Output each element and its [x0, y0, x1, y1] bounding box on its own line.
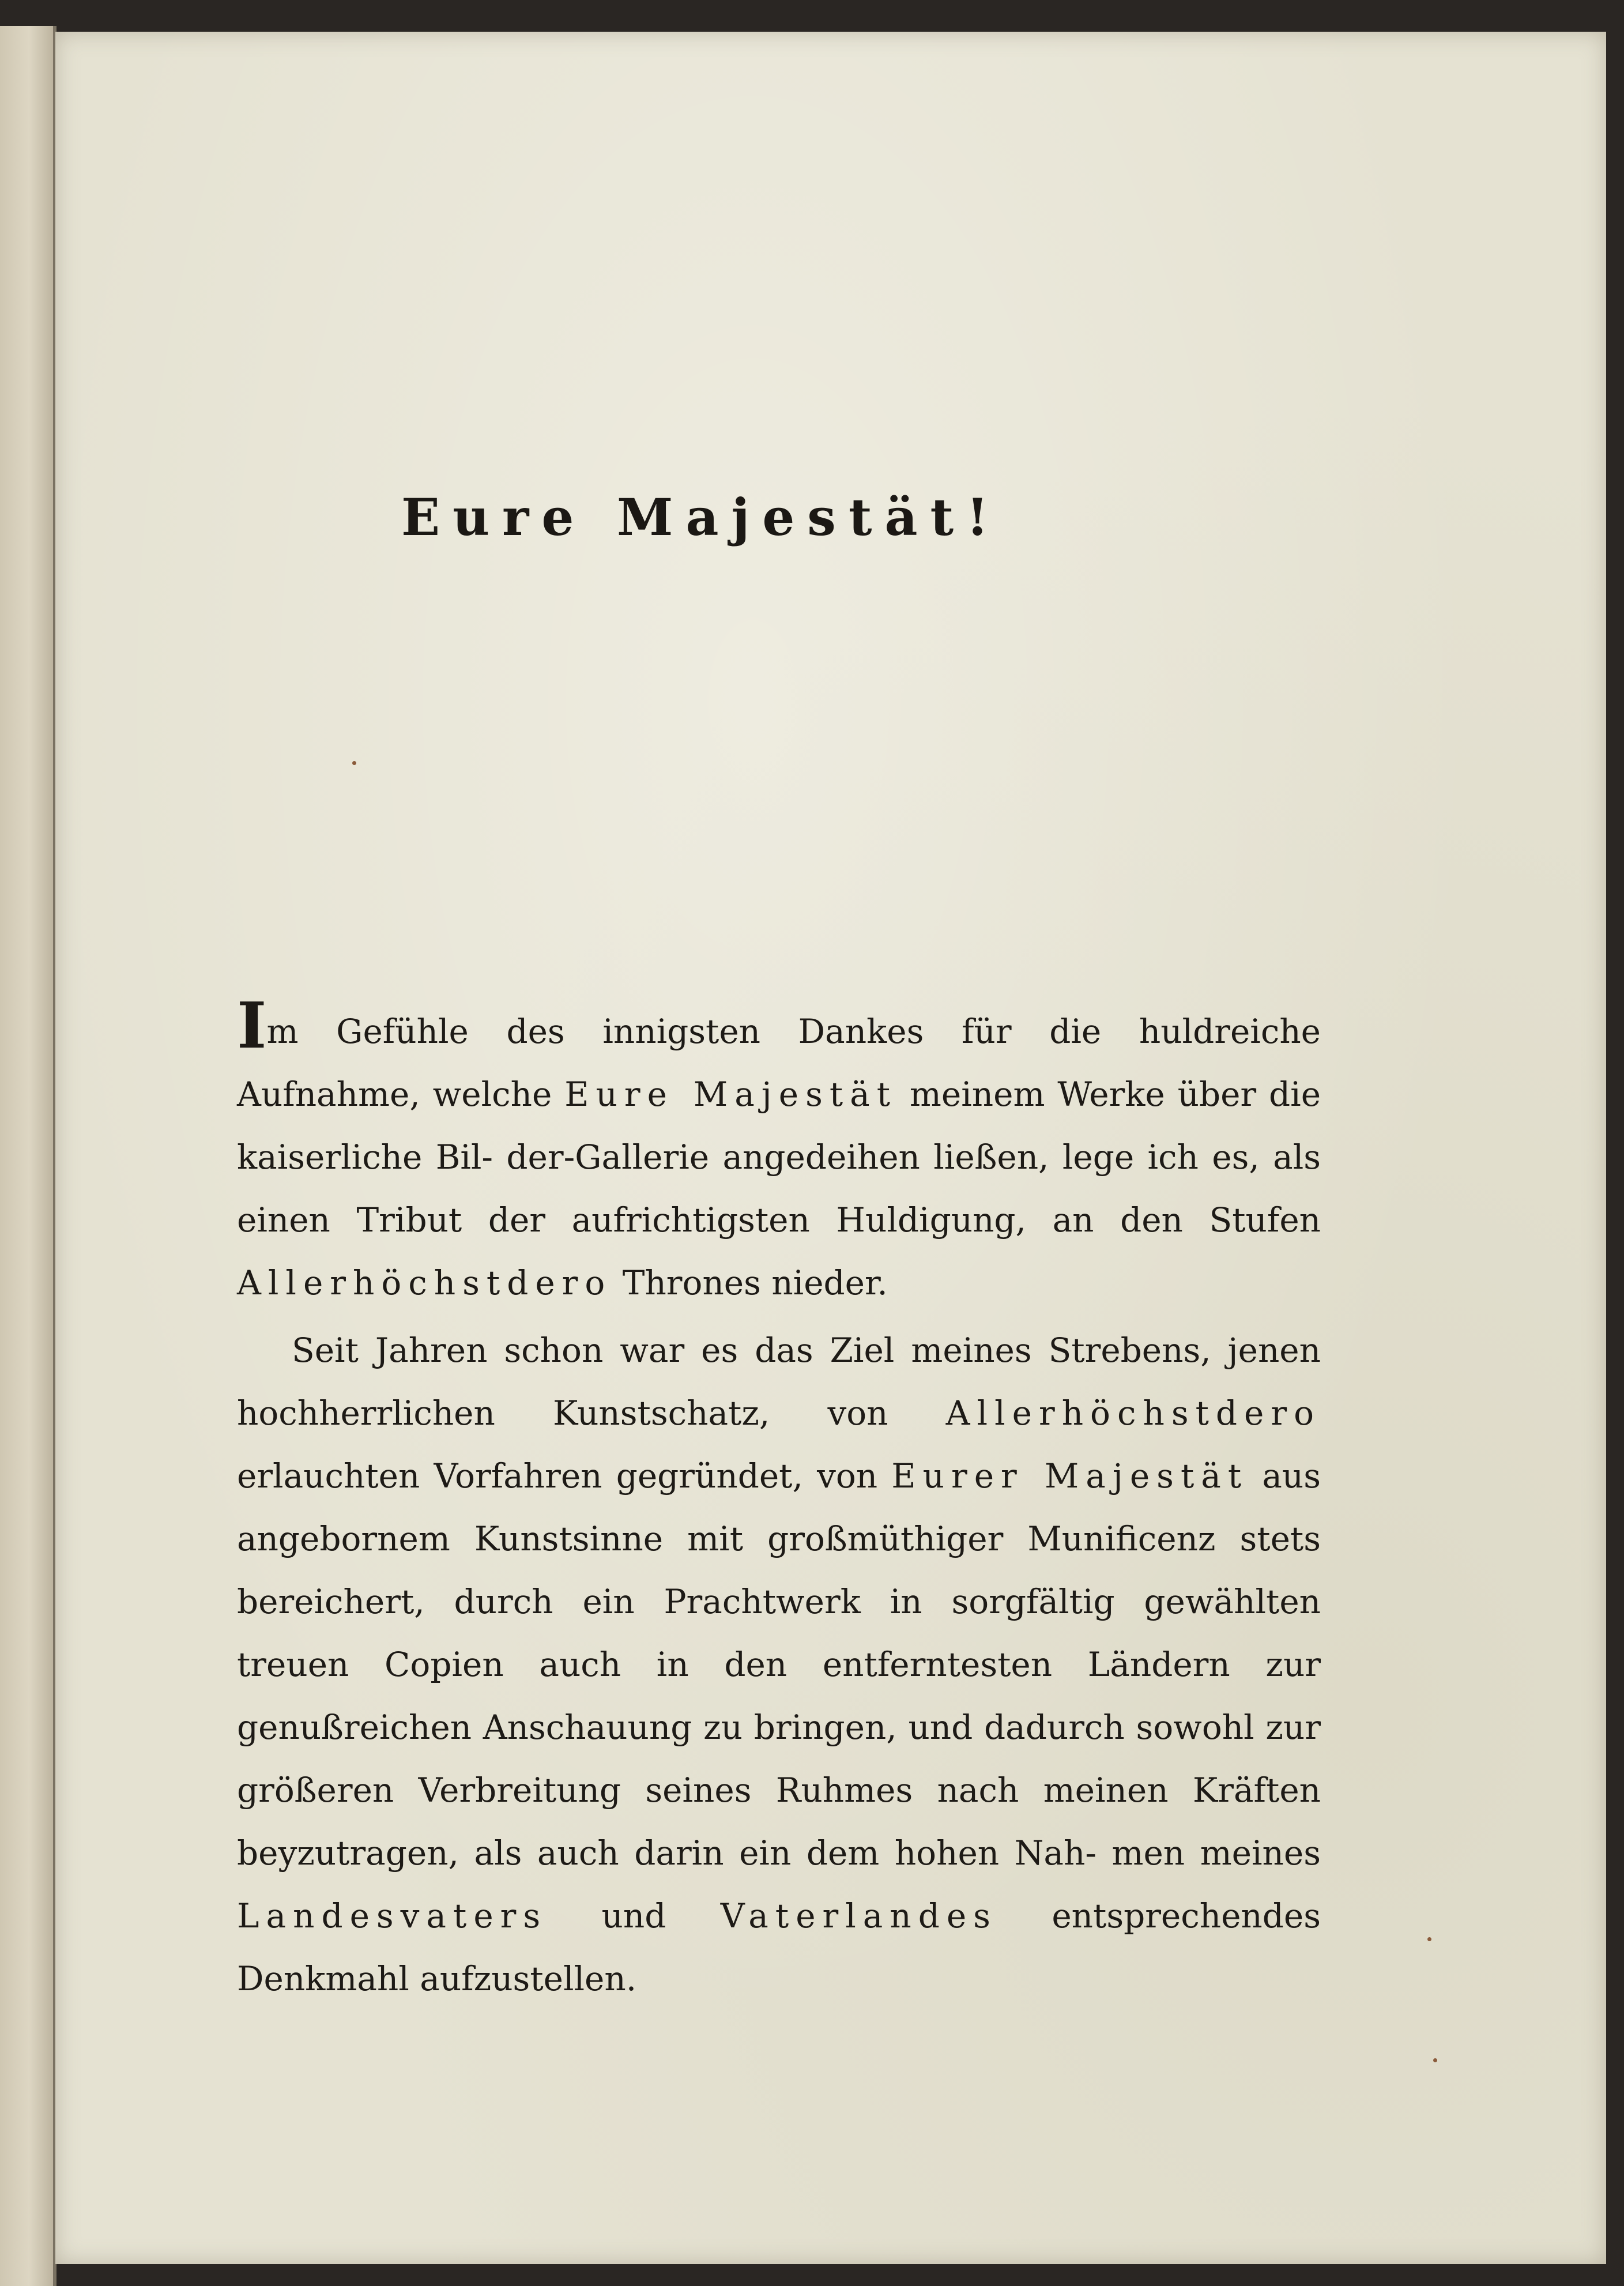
text-line: hochherrlichen Kunstschatz, von — [237, 1394, 946, 1433]
emphasized-text: Allerhöchstdero — [945, 1394, 1321, 1433]
paragraph-1 — [237, 988, 1321, 1315]
text-line: entferntesten Ländern zur genußreichen Anschauung zu bringen, — [237, 1645, 1321, 1747]
text-line: aus angebornem — [237, 1456, 1321, 1558]
text-line: entsprechendes — [997, 1896, 1321, 1935]
text-line: meinem Werke über die kaiserliche Bil- — [237, 1075, 1321, 1177]
text-line: der-Gallerie angedeihen ließen, lege ich es, als einen Tribut der — [237, 1138, 1321, 1240]
text-line: ein Prachtwerk in sorgfältig gewählten treuen Copien auch in den — [237, 1582, 1321, 1684]
text-line: welche — [432, 1075, 565, 1114]
text-line: m Gefühle des innigsten Dankes für die huldreiche Aufnahme, — [237, 1012, 1321, 1114]
text-line: Seit Jahren schon war es das Ziel meines Strebens, jenen — [292, 1331, 1321, 1370]
text-line: und dadurch sowohl zur größeren Verbreitung seines Ruhmes nach — [237, 1708, 1321, 1810]
emphasized-text: Eurer Majestät — [891, 1456, 1249, 1496]
text-line: men meines — [1111, 1833, 1321, 1873]
text-line: Vorfahren gegründet, von — [434, 1456, 892, 1496]
paragraph-2 — [237, 1319, 1321, 2010]
text-line: Thrones nieder. — [622, 1263, 888, 1302]
paper-speck — [352, 761, 356, 765]
emphasized-text: Allerhöchstdero — [237, 1263, 612, 1302]
previous-page-edge — [0, 26, 56, 2286]
emphasized-text: Eure Majestät — [564, 1075, 898, 1114]
text-line: meinen Kräften beyzutragen, als auch darin ein dem hohen Nah- — [237, 1771, 1321, 1873]
paper-speck — [1433, 2058, 1437, 2062]
text-line: Denkmahl aufzustellen. — [237, 1959, 637, 1998]
dedication-heading: Eure Majestät! — [401, 487, 1001, 547]
text-line: und — [547, 1896, 721, 1935]
emphasized-text: Vaterlandes — [720, 1896, 997, 1935]
page-sheet — [55, 32, 1606, 2264]
text-line: erlauchten — [237, 1456, 420, 1496]
emphasized-text: Landesvaters — [237, 1896, 548, 1935]
dedication-body — [237, 988, 1321, 2015]
text-line: aufrichtigsten Huldigung, an den Stufen — [571, 1200, 1321, 1240]
paper-speck — [1427, 1937, 1431, 1941]
text-line: Kunstsinne mit großmüthiger Munificenz stets bereichert, durch — [237, 1519, 1321, 1621]
drop-cap: I — [237, 988, 267, 1063]
